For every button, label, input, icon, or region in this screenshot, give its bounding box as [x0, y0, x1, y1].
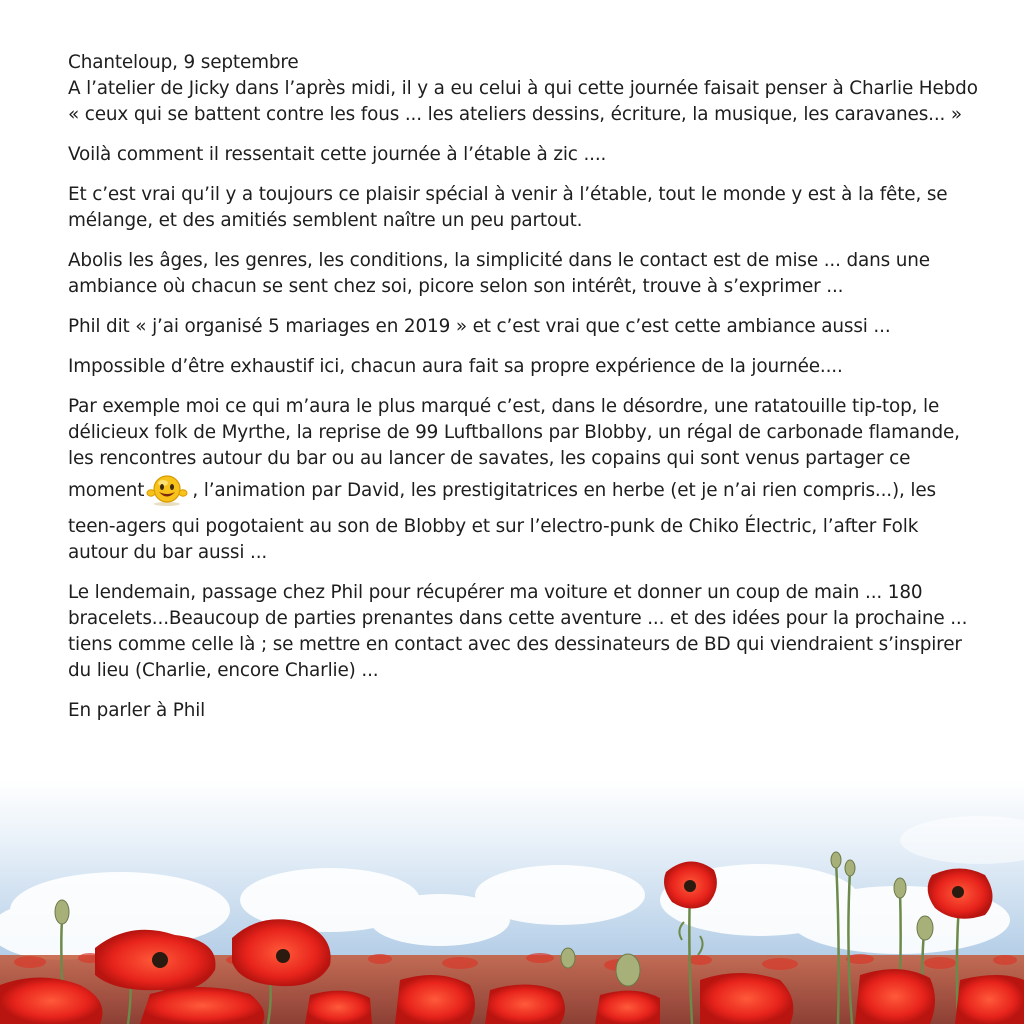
paragraph-abolis: Abolis les âges, les genres, les conditions, la simplicité dans le contact est de mise ... dans une ambiance où chacun se sent chez soi, picore selon son intérêt, trouve à s’exprimer ... — [68, 250, 930, 297]
paragraph-exemple — [68, 394, 980, 566]
paragraph-lendemain: Le lendemain, passage chez Phil pour récupérer ma voiture et donner un coup de main ... 180 bracelets...Beaucoup de parties prenantes dans cette aventure ... et des idées pour la prochaine ... tiens comme celle là ; se mettre en contact avec des dessinateurs de BD qui viendraient s’inspirer du lieu (Charlie, encore Charlie) ... — [68, 582, 968, 681]
paragraph-en-parler: En parler à Phil — [68, 700, 206, 721]
paragraph-exemple-start: Par exemple moi ce qui m’aura le plus marqué c’est, dans le désordre, une ratatouille tip-top, le délicieux folk de Myrthe, la reprise de 99 Luftballons par Blobby, un régal de carbonade flamande, les rencontres autour du bar ou au lancer de savates, les copains qui sont venus partager ce moment — [68, 396, 960, 501]
paragraph-etable: Voilà comment il ressentait cette journée à l’étable à zic .... — [68, 144, 607, 165]
letter-text — [68, 50, 980, 738]
poppy-field-image — [0, 780, 1024, 1024]
paragraph-plaisir: Et c’est vrai qu’il y a toujours ce plaisir spécial à venir à l’étable, tout le monde y est à la fête, se mélange, et des amitiés semblent naître un peu partout. — [68, 184, 948, 231]
paragraph-exemple-end: , l’animation par David, les prestigitatrices en herbe (et je n’ai rien compris...), les teen-agers qui pogotaient au son de Blobby et sur l’electro-punk de Chiko Électric, l’after Folk autour du bar aussi ... — [68, 480, 936, 563]
dateline: Chanteloup, 9 septembre — [68, 52, 299, 73]
paragraph-atelier: A l’atelier de Jicky dans l’après midi, il y a eu celui à qui cette journée faisait penser à Charlie Hebdo « ceux qui se battent contre les fous ... les ateliers dessins, écriture, la musique, les caravanes... » — [68, 78, 978, 125]
paragraph-exhaustif: Impossible d’être exhaustif ici, chacun aura fait sa propre expérience de la journée.... — [68, 356, 843, 377]
paragraph-mariages: Phil dit « j’ai organisé 5 mariages en 2019 » et c’est vrai que c’est cette ambiance aussi ... — [68, 316, 891, 337]
happy-smiley-icon — [146, 472, 188, 514]
